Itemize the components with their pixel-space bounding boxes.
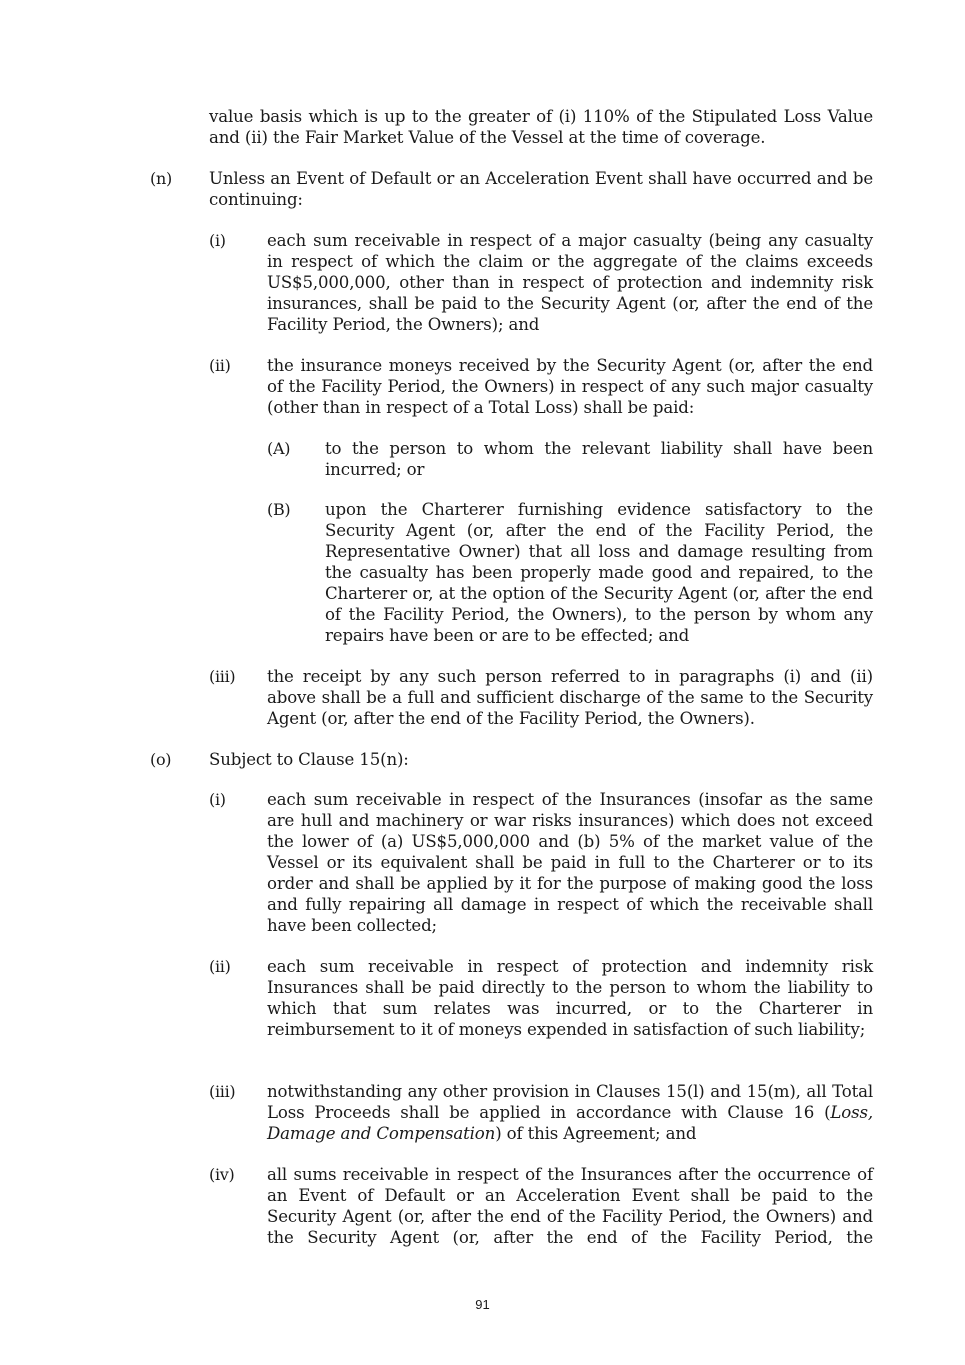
clause-o-i-text: each sum receivable in respect of the Insurances (insofar as the same are hull and machinery or war risks insurances) which does not exceed the lower of (a) US$5,000,000 and (b) 5% of the market value of the Vessel or its equivalent shall be paid in full to the Charterer or to its order and shall be applied by it for the purpose of making good the loss and fully repairing all damage in respect of which the receivable shall have been collected; — [267, 790, 873, 935]
clause-n-i-text: each sum receivable in respect of a major casualty (being any casualty in respect of which the claim or the aggregate of the claims exceeds US$5,000,000, other than in respect of protection and indemnity risk insurances, shall be paid to the Security Agent (or, after the end of the Facility Period, the Owners); and — [267, 231, 873, 334]
clause-o-ii-label: (ii) — [209, 957, 231, 976]
clause-o-ii-text: each sum receivable in respect of protection and indemnity risk Insurances shall be paid directly to the person to whom the liability to which that sum relates was incurred, or to the Charterer in reimbursement to it of moneys expended in satisfaction of such liability; — [267, 957, 873, 1039]
page-number: 91 — [475, 1297, 490, 1312]
clause-o-text: Subject to Clause 15(n): — [209, 750, 409, 769]
clause-n-ii-b-label: (B) — [267, 500, 291, 519]
clause-n-ii-b-text: upon the Charterer furnishing evidence satisfactory to the Security Agent (or, after the end of the Facility Period, the Representative Owner) that all loss and damage resulting from the casualty has been properly made good and repaired, to the Charterer or, at the option of the Security Agent (or, after the end of the Facility Period, the Owners), to the person by whom any repairs have been or are to be effected; and — [325, 500, 873, 645]
clause-o-i-label: (i) — [209, 790, 226, 809]
clause-o-iv-label: (iv) — [209, 1165, 235, 1184]
clause-n-iii-label: (iii) — [209, 667, 236, 686]
clause-n-label: (n) — [150, 169, 172, 188]
clause-n-ii-text: the insurance moneys received by the Security Agent (or, after the end of the Facility Period, the Owners) in respect of any such major casualty (other than in respect of a Total Loss) shall be paid: — [267, 356, 873, 417]
clause-n-ii-a-label: (A) — [267, 439, 291, 458]
clause-n-ii-a-text: to the person to whom the relevant liability shall have been incurred; or — [325, 439, 873, 479]
clause-o-iv-text: all sums receivable in respect of the Insurances after the occurrence of an Event of Default or an Acceleration Event shall be paid to the Security Agent (or, after the end of the Facility Period, the Owners) and the Security Agent (or, after the end of the Facility Period, the — [267, 1165, 873, 1247]
clause-n-ii-label: (ii) — [209, 356, 231, 375]
clause-o-iii-text-before: notwithstanding any other provision in Clauses 15(l) and 15(m), all Total Loss Proceeds shall be applied in accordance with Clause 16 ( — [267, 1082, 873, 1122]
clause-o-iii-text-after: ) of this Agreement; and — [495, 1124, 697, 1143]
clause-n-iii-text: the receipt by any such person referred to in paragraphs (i) and (ii) above shall be a full and sufficient discharge of the same to the Security Agent (or, after the end of the Facility Period, the Owners). — [267, 667, 873, 728]
clause-o-iii-label: (iii) — [209, 1082, 236, 1101]
clause-o-iii-text — [267, 1081, 873, 1144]
clause-n-i-label: (i) — [209, 231, 226, 250]
clause-o-iii-italic-title: Loss, Damage and Compensation — [267, 1103, 873, 1143]
clause-n-text: Unless an Event of Default or an Acceleration Event shall have occurred and be continuing: — [209, 169, 873, 209]
intro-paragraph: value basis which is up to the greater of (i) 110% of the Stipulated Loss Value and (ii) the Fair Market Value of the Vessel at the time of coverage. — [209, 107, 873, 147]
clause-o-label: (o) — [150, 750, 172, 769]
